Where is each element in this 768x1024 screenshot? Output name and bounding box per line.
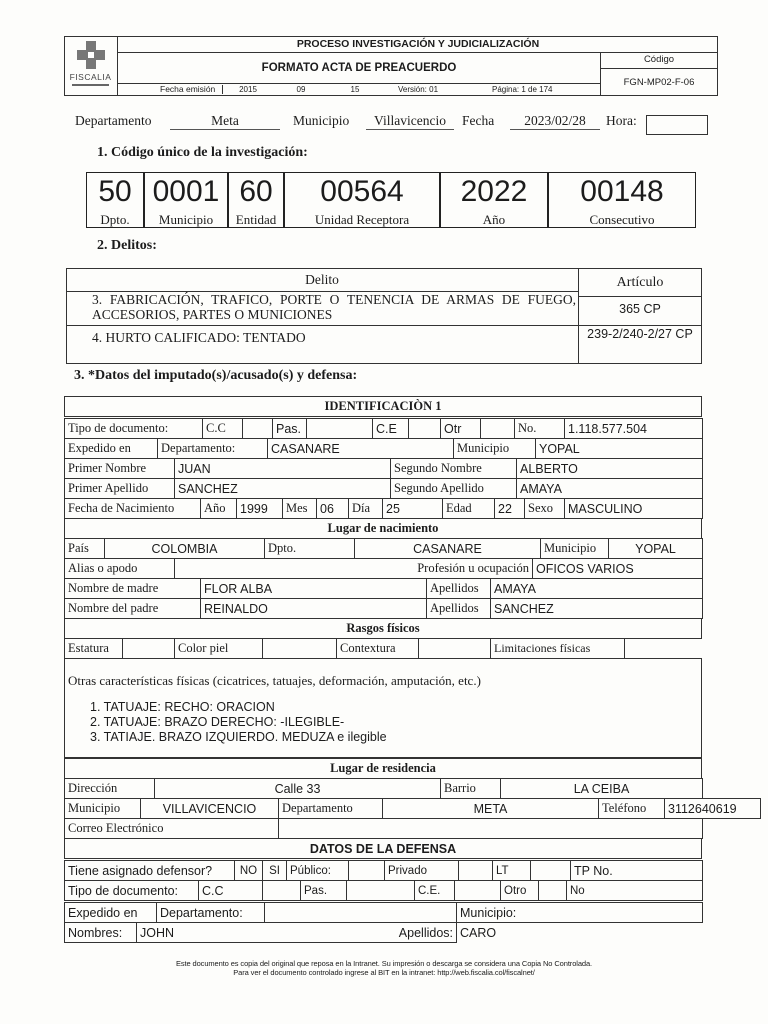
- estatura-row: [64, 638, 703, 659]
- expedido-row: [64, 438, 703, 459]
- telefono-value[interactable]: 3112640619: [665, 799, 761, 819]
- process-title: PROCESO INVESTIGACIÓN Y JUDICIALIZACIÓN: [296, 38, 540, 50]
- def-depto-value[interactable]: [265, 903, 457, 923]
- segundo-apellido-label: Segundo Apellido: [391, 479, 517, 499]
- pagina: Página: 1 de 174: [492, 85, 553, 94]
- code-ano: 2022 Año: [440, 172, 548, 228]
- segundo-nombre[interactable]: ALBERTO: [517, 459, 703, 479]
- publico-label: Público:: [287, 861, 349, 881]
- articulo-row-1: 365 CP: [619, 302, 661, 316]
- emision-year: 2015: [222, 85, 273, 94]
- def-expedido-label: Expedido en: [65, 903, 157, 923]
- fecha-label: Fecha: [462, 113, 495, 128]
- lugar-nac-title-row: Lugar de nacimiento: [64, 518, 702, 539]
- direccion-value[interactable]: Calle 33: [155, 779, 441, 799]
- otr-box[interactable]: [481, 419, 515, 439]
- barrio-label: Barrio: [441, 779, 501, 799]
- hora-label: Hora:: [606, 113, 637, 128]
- dia-label: Día: [349, 499, 383, 519]
- mun-value: Villavicencio: [366, 113, 454, 130]
- mes-value[interactable]: 06: [317, 499, 349, 519]
- footer-line-2: Para ver el documento controlado ingrese al BIT en la intranet: http://web.fiscalia.col/fiscalnet/: [233, 968, 535, 977]
- nac-mun-label: Municipio: [541, 539, 609, 559]
- alias-value[interactable]: [175, 559, 315, 579]
- articulo-row-2: 239-2/240-2/27 CP: [587, 327, 693, 341]
- code-unidad: 00564 Unidad Receptora: [284, 172, 440, 228]
- logo-text: FISCALIA: [69, 72, 112, 82]
- tipo-doc-value[interactable]: C.C: [203, 419, 243, 439]
- delitos-hline-2: [66, 325, 702, 326]
- privado-label: Privado: [385, 861, 459, 881]
- color-value[interactable]: [263, 639, 337, 659]
- otras-item-2: 2. TATUAJE: BRAZO DERECHO: -ILEGIBLE-: [90, 715, 345, 729]
- segundo-apellido[interactable]: AMAYA: [517, 479, 703, 499]
- res-municipio-row: [64, 798, 761, 819]
- residencia-title-row: Lugar de residencia: [64, 758, 702, 779]
- nombre-row: [64, 458, 703, 479]
- apellido-row: [64, 478, 703, 499]
- no-option[interactable]: NO: [235, 861, 263, 881]
- estatura-value[interactable]: [123, 639, 175, 659]
- madre-value[interactable]: FLOR ALBA: [201, 579, 427, 599]
- nac-mun-value[interactable]: YOPAL: [609, 539, 703, 559]
- edad-value[interactable]: 22: [495, 499, 525, 519]
- fecha-nac-row: [64, 498, 703, 519]
- def-pas-label: Pas.: [301, 881, 347, 901]
- correo-row: [64, 818, 703, 839]
- limitaciones-value[interactable]: [625, 639, 703, 659]
- pas-box[interactable]: [307, 419, 373, 439]
- madre-apellidos[interactable]: AMAYA: [491, 579, 703, 599]
- profesion-value[interactable]: OFICOS VARIOS: [533, 559, 703, 579]
- otras-item-1: 1. TATUAJE: RECHO: ORACION: [90, 700, 275, 714]
- def-tipo-doc-label: Tipo de documento:: [65, 881, 199, 901]
- delito-row-2: 4. HURTO CALIFICADO: TENTADO: [92, 330, 306, 345]
- def-tipo-doc-value[interactable]: C.C: [199, 881, 263, 901]
- emision-day: 15: [350, 85, 360, 94]
- header-line-1: [118, 52, 718, 53]
- res-dept-value[interactable]: META: [383, 799, 599, 819]
- madre-label: Nombre de madre: [65, 579, 201, 599]
- profesion-label: Profesión u ocupación: [315, 559, 533, 579]
- primer-nombre[interactable]: JUAN: [175, 459, 391, 479]
- otras-label: Otras características físicas (cicatrices, tatuajes, deformación, amputación, etc.): [68, 673, 481, 688]
- tipo-doc-label: Tipo de documento:: [65, 419, 203, 439]
- alias-row: [64, 558, 703, 579]
- lt-box[interactable]: [531, 861, 571, 881]
- fiscalia-logo-icon: [76, 40, 106, 70]
- ce-box[interactable]: [409, 419, 441, 439]
- correo-value[interactable]: [279, 819, 703, 839]
- def-otro-label: Otro: [501, 881, 539, 901]
- res-mun-value[interactable]: VILLAVICENCIO: [141, 799, 279, 819]
- segundo-nombre-label: Segundo Nombre: [391, 459, 517, 479]
- format-title: FORMATO ACTA DE PREACUERDO: [261, 62, 457, 74]
- defensa-title-row: DATOS DE LA DEFENSA: [64, 838, 702, 859]
- emision-month: 09: [296, 85, 306, 94]
- delitos-hline-1b: [578, 296, 702, 297]
- hora-field[interactable]: [646, 115, 708, 135]
- def-no-label: No: [567, 881, 703, 901]
- articulo-header: Artículo: [616, 275, 664, 290]
- no-label: No.: [515, 419, 565, 439]
- code-dpto: 50 Dpto.: [86, 172, 144, 228]
- def-apellidos-label: Apellidos:: [383, 923, 457, 943]
- pais-value[interactable]: COLOMBIA: [105, 539, 265, 559]
- edad-label: Edad: [443, 499, 495, 519]
- alias-label: Alias o apodo: [65, 559, 175, 579]
- rasgos-title-row: Rasgos físicos: [64, 618, 702, 639]
- tipo-doc-blank[interactable]: [243, 419, 273, 439]
- section2-title: 2. Delitos:: [97, 238, 157, 253]
- padre-apellidos[interactable]: SANCHEZ: [491, 599, 703, 619]
- barrio-value[interactable]: LA CEIBA: [501, 779, 703, 799]
- dpto-label: Dpto.: [265, 539, 355, 559]
- res-dept-label: Departamento: [279, 799, 383, 819]
- padre-apellidos-label: Apellidos: [427, 599, 491, 619]
- estatura-label: Estatura: [65, 639, 123, 659]
- def-nombres-value[interactable]: JOHN: [137, 923, 383, 943]
- madre-row: [64, 578, 703, 599]
- padre-value[interactable]: REINALDO: [201, 599, 427, 619]
- def-otro-box[interactable]: [539, 881, 567, 901]
- def-tipo-doc-blank[interactable]: [263, 881, 301, 901]
- def-nombres-label: Nombres:: [65, 923, 137, 943]
- def-ce-box[interactable]: [455, 881, 501, 901]
- header-codigo-line: [600, 68, 718, 69]
- padre-label: Nombre del padre: [65, 599, 201, 619]
- otras-item-3: 3. TATIAJE. BRAZO IZQUIERDO. MEDUZA e ilegible: [90, 730, 387, 744]
- def-expedido-row: [64, 902, 703, 923]
- primer-nombre-label: Primer Nombre: [65, 459, 175, 479]
- delito-header: Delito: [305, 272, 339, 287]
- res-mun-label: Municipio: [65, 799, 141, 819]
- privado-box[interactable]: [459, 861, 493, 881]
- ano-value[interactable]: 1999: [237, 499, 283, 519]
- dpto-value[interactable]: CASANARE: [355, 539, 541, 559]
- municipio-label: Municipio: [454, 439, 536, 459]
- codigo-value: FGN-MP02-F-06: [623, 77, 695, 88]
- ce-label: C.E: [373, 419, 409, 439]
- direccion-label: Dirección: [65, 779, 155, 799]
- defensor-row: [64, 860, 703, 881]
- version: Versión: 01: [398, 85, 439, 94]
- pas-label: Pas.: [273, 419, 307, 439]
- logo-subline: [72, 84, 109, 86]
- def-mun-value[interactable]: [533, 903, 703, 923]
- mun-label: Municipio: [293, 113, 350, 128]
- dept-label: Departamento: [75, 113, 152, 128]
- correo-label: Correo Electrónico: [65, 819, 279, 839]
- ano-label: Año: [201, 499, 237, 519]
- madre-apellidos-label: Apellidos: [427, 579, 491, 599]
- contextura-label: Contextura: [337, 639, 419, 659]
- code-entidad: 60 Entidad: [228, 172, 284, 228]
- def-nombres-row: [64, 922, 703, 943]
- section1-title: 1. Código único de la investigación:: [97, 145, 308, 160]
- sexo-value[interactable]: MASCULINO: [565, 499, 703, 519]
- mes-label: Mes: [283, 499, 317, 519]
- def-apellidos-value[interactable]: CARO: [457, 923, 703, 943]
- depto-label: Departamento:: [158, 439, 268, 459]
- si-option[interactable]: SI: [263, 861, 287, 881]
- fecha-nac-label: Fecha de Nacimiento: [65, 499, 201, 519]
- fecha-value: 2023/02/28: [510, 113, 600, 130]
- telefono-label: Teléfono: [599, 799, 665, 819]
- otr-label: Otr: [441, 419, 481, 439]
- limitaciones-label: Limitaciones físicas: [491, 639, 625, 659]
- padre-row: [64, 598, 703, 619]
- tp-label: TP No.: [571, 861, 703, 881]
- delito-row-1: 3. FABRICACIÓN, TRAFICO, PORTE O TENENCIA DE ARMAS DE FUEGO, ACCESORIOS, PARTES O MUNICIONES: [92, 292, 576, 322]
- footer-line-1: Este documento es copia del original que reposa en la Intranet. Su impresión o descarga se considera una Copia No Controlada.: [175, 959, 593, 968]
- pais-row: [64, 538, 703, 559]
- doc-number[interactable]: 1.118.577.504: [565, 419, 703, 439]
- fecha-emision-label: Fecha emisión: [160, 84, 216, 94]
- section3-title: 3. *Datos del imputado(s)/acusado(s) y defensa:: [74, 368, 358, 383]
- ident-title-row: IDENTIFICACIÒN 1: [64, 396, 702, 417]
- primer-apellido[interactable]: SANCHEZ: [175, 479, 391, 499]
- contextura-value[interactable]: [419, 639, 491, 659]
- sexo-label: Sexo: [525, 499, 565, 519]
- def-tipo-doc-row: [64, 880, 703, 901]
- def-depto-label: Departamento:: [157, 903, 265, 923]
- pais-label: País: [65, 539, 105, 559]
- code-municipio: 0001 Municipio: [144, 172, 228, 228]
- code-consecutivo: 00148 Consecutivo: [548, 172, 696, 228]
- publico-box[interactable]: [349, 861, 385, 881]
- dept-value: Meta: [170, 113, 280, 130]
- def-ce-label: C.E.: [415, 881, 455, 901]
- expedido-mun[interactable]: YOPAL: [536, 439, 703, 459]
- tipo-doc-row: [64, 418, 703, 439]
- logo-cell: [64, 36, 118, 96]
- def-pas-box[interactable]: [347, 881, 415, 901]
- primer-apellido-label: Primer Apellido: [65, 479, 175, 499]
- dia-value[interactable]: 25: [383, 499, 443, 519]
- direccion-row: [64, 778, 703, 799]
- codigo-label: Código: [643, 54, 675, 65]
- def-mun-label: Municipio:: [457, 903, 533, 923]
- expedido-dept[interactable]: CASANARE: [268, 439, 454, 459]
- expedido-label: Expedido en: [65, 439, 158, 459]
- tiene-defensor-label: Tiene asignado defensor?: [65, 861, 235, 881]
- color-label: Color piel: [175, 639, 263, 659]
- lt-label: LT: [493, 861, 531, 881]
